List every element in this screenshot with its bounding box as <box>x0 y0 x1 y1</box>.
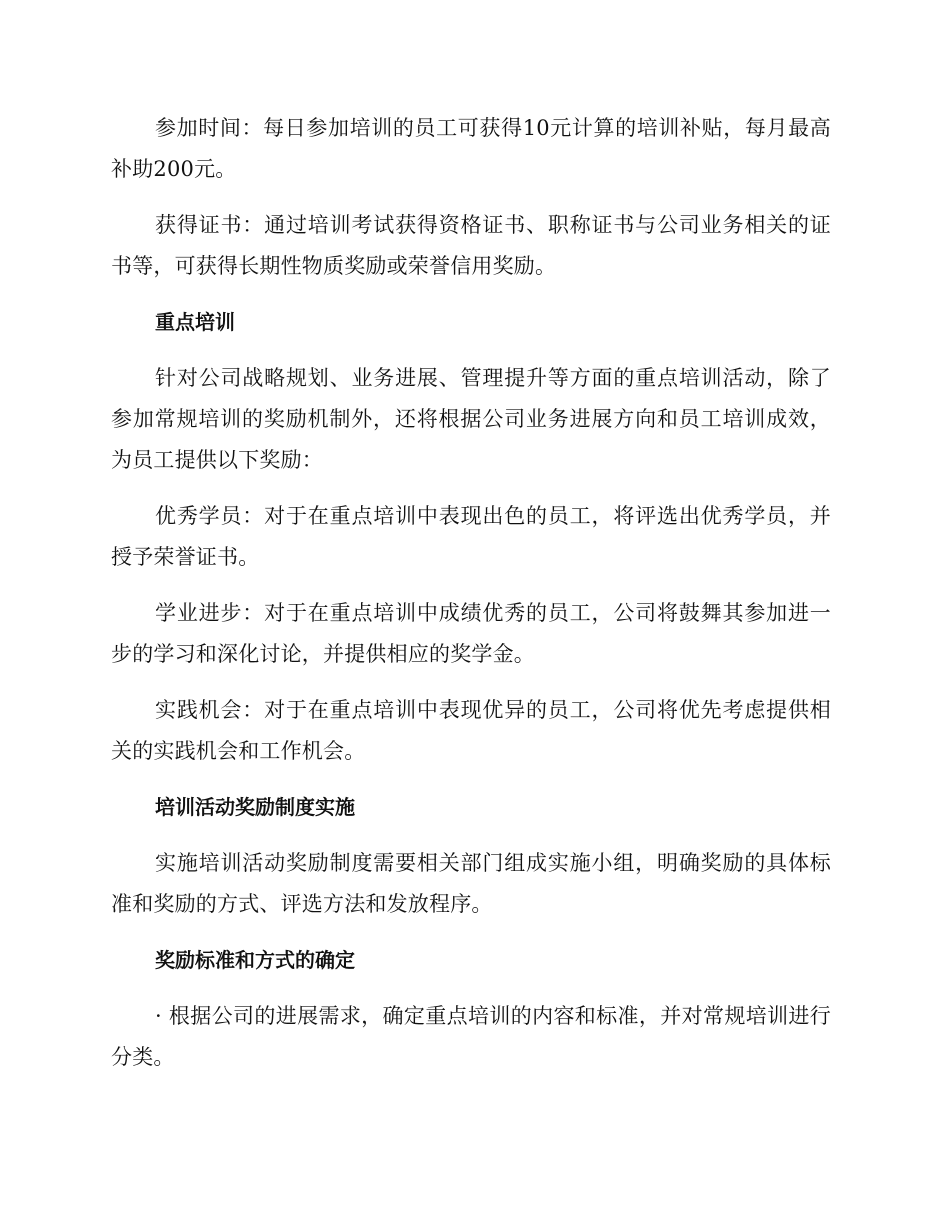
paragraph-certificate-award: 获得证书：通过培训考试获得资格证书、职称证书与公司业务相关的证书等，可获得长期性物质奖励或荣誉信用奖励。 <box>111 213 831 278</box>
spacer <box>111 481 831 496</box>
spacer <box>111 675 831 690</box>
spacer <box>111 190 831 205</box>
spacer <box>111 772 831 787</box>
heading-standards: 奖励标准和方式的确定 <box>155 948 355 972</box>
heading-key-training: 重点培训 <box>155 310 235 334</box>
spacer <box>111 981 831 996</box>
spacer <box>111 925 831 940</box>
paragraph-implementation: 实施培训活动奖励制度需要相关部门组成实施小组，明确奖励的具体标准和奖励的方式、评选方法和发放程序。 <box>111 851 831 916</box>
paragraph-key-training-intro: 针对公司战略规划、业务进展、管理提升等方面的重点培训活动，除了参加常规培训的奖励机制外，还将根据公司业务进展方向和员工培训成效，为员工提供以下奖励： <box>111 366 831 472</box>
paragraph-outstanding-student: 优秀学员：对于在重点培训中表现出色的员工，将评选出优秀学员，并授予荣誉证书。 <box>111 504 831 569</box>
spacer <box>111 828 831 843</box>
spacer <box>111 578 831 593</box>
paragraph-practice-opportunity: 实践机会：对于在重点培训中表现优异的员工，公司将优先考虑提供相关的实践机会和工作机会。 <box>111 698 831 763</box>
paragraph-attendance-subsidy: 参加时间：每日参加培训的员工可获得10元计算的培训补贴，每月最高补助200元。 <box>111 116 831 181</box>
spacer <box>111 343 831 358</box>
paragraph-standards-bullet: · 根据公司的进展需求，确定重点培训的内容和标准，并对常规培训进行分类。 <box>111 1004 831 1069</box>
document-page <box>111 108 831 1078</box>
spacer <box>111 287 831 302</box>
heading-implementation: 培训活动奖励制度实施 <box>155 795 355 819</box>
paragraph-academic-progress: 学业进步：对于在重点培训中成绩优秀的员工，公司将鼓舞其参加进一步的学习和深化讨论，并提供相应的奖学金。 <box>111 601 831 666</box>
